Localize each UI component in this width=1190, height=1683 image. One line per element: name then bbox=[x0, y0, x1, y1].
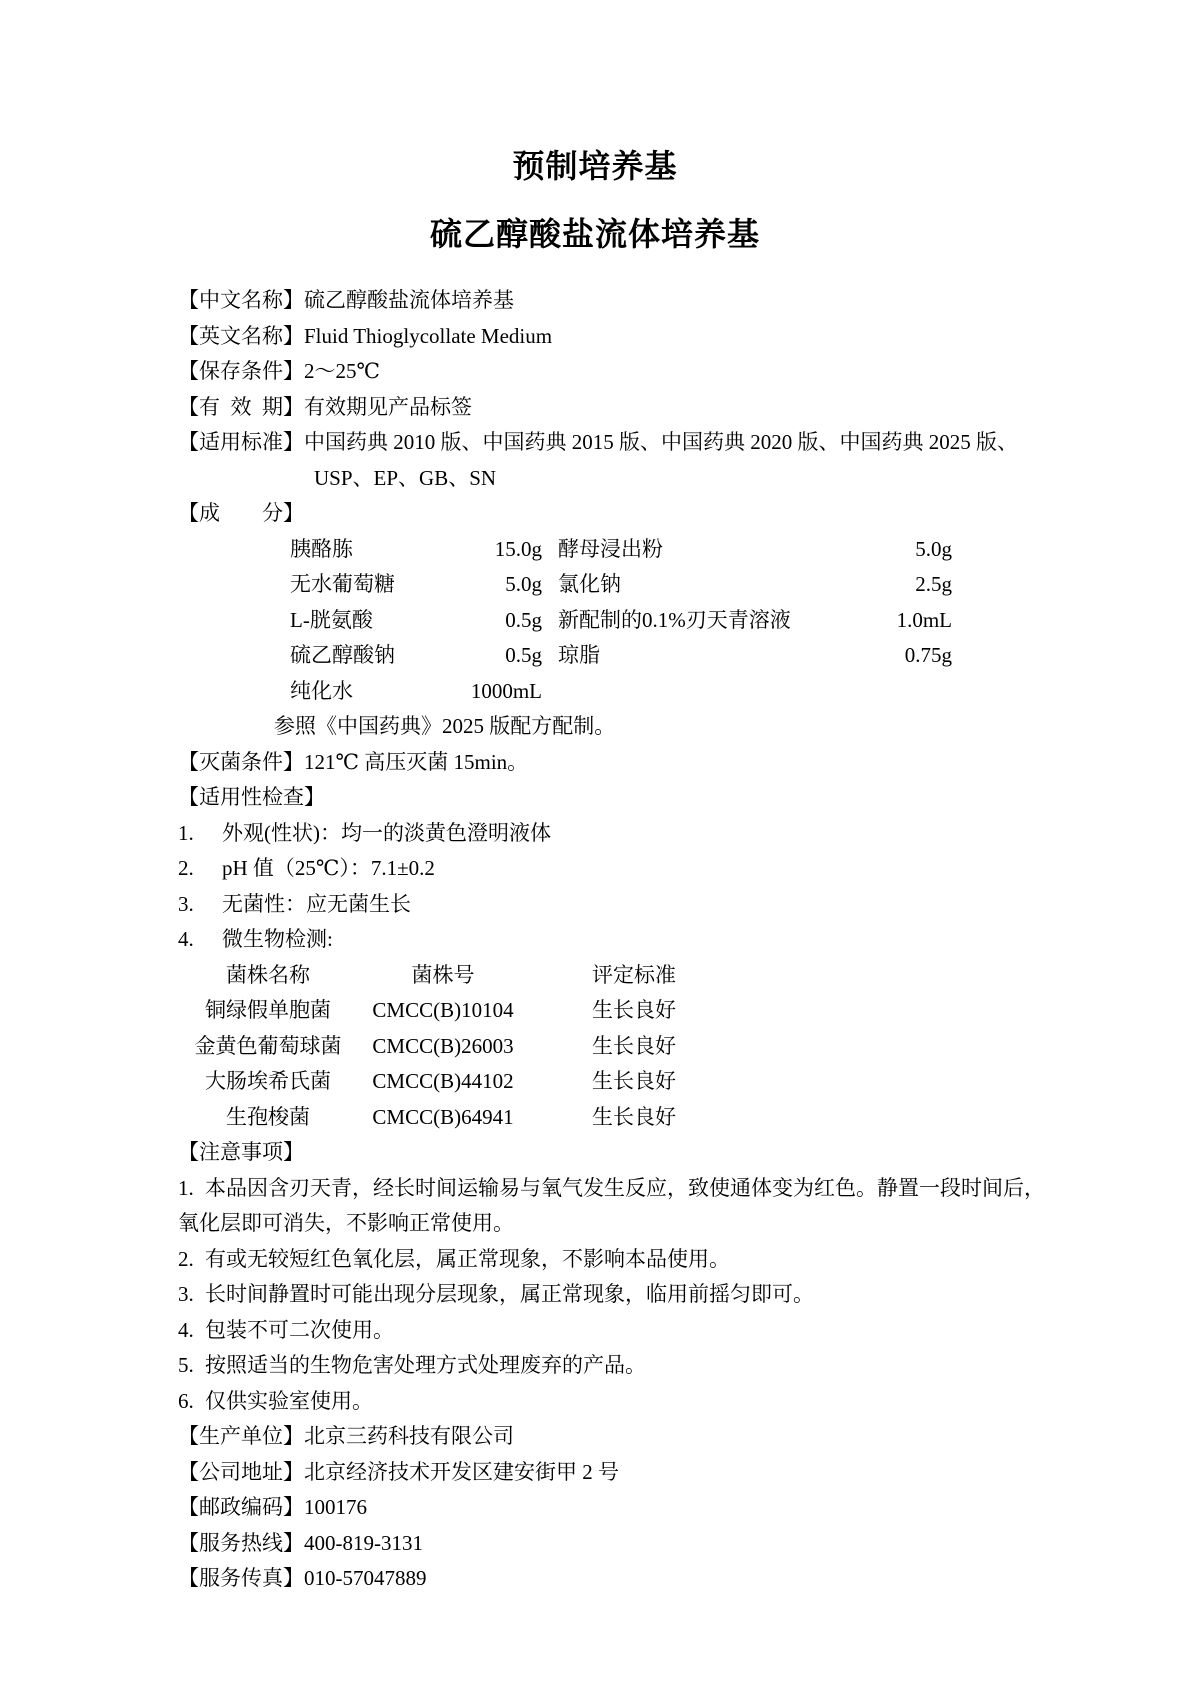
strain-result: 生长良好 bbox=[592, 1104, 676, 1129]
notice-item bbox=[178, 1171, 1045, 1207]
notice-item bbox=[178, 1384, 1030, 1420]
item-text: 按照适当的生物危害处理方式处理废弃的产品。 bbox=[205, 1353, 646, 1377]
field-en-name-label: 【英文名称】 bbox=[178, 323, 304, 348]
field-postcode-label: 【邮政编码】 bbox=[178, 1495, 304, 1519]
item-text: 有或无较短红色氧化层，属正常现象，不影响本品使用。 bbox=[205, 1246, 730, 1271]
item-number: 3. bbox=[178, 1282, 194, 1306]
strain-code: CMCC(B)26003 bbox=[372, 1033, 514, 1058]
field-en-name-value: Fluid Thioglycollate Medium bbox=[304, 323, 553, 348]
ingredient-amount: 1.0mL bbox=[896, 607, 952, 632]
field-storage-value: 2～25℃ bbox=[304, 359, 380, 383]
composition-reference bbox=[178, 709, 1030, 745]
item-text: 仅供实验室使用。 bbox=[205, 1388, 373, 1413]
item-number: 4. bbox=[178, 927, 194, 951]
suitability-item bbox=[178, 922, 1030, 958]
field-expiry-label: 【有 效 期】 bbox=[178, 394, 304, 419]
field-sterilization bbox=[178, 745, 1030, 781]
field-address bbox=[178, 1455, 1030, 1491]
item-text: 无菌性：应无菌生长 bbox=[222, 891, 411, 916]
item-number: 5. bbox=[178, 1353, 194, 1377]
strain-table-row bbox=[178, 1100, 1030, 1136]
strain-code: CMCC(B)10104 bbox=[372, 998, 514, 1022]
item-text: pH 值（25℃）：7.1±0.2 bbox=[222, 856, 435, 880]
strain-table-header bbox=[178, 958, 1030, 994]
suitability-item bbox=[178, 887, 1030, 923]
field-sterilization-value: 121℃ 高压灭菌 15min。 bbox=[304, 749, 529, 774]
field-cn-name-label: 【中文名称】 bbox=[178, 288, 304, 312]
ingredient-amount: 5.0g bbox=[915, 536, 952, 561]
field-fax-label: 【服务传真】 bbox=[178, 1566, 304, 1590]
strain-table-row bbox=[178, 1029, 1030, 1065]
field-hotline bbox=[178, 1526, 1030, 1562]
composition-row bbox=[178, 603, 1030, 639]
strain-code: CMCC(B)64941 bbox=[372, 1104, 514, 1129]
field-producer-value: 北京三药科技有限公司 bbox=[304, 1424, 514, 1448]
item-number: 2. bbox=[178, 1246, 194, 1271]
field-expiry bbox=[178, 390, 1030, 426]
ingredient-name: 无水葡萄糖 bbox=[290, 572, 395, 596]
ingredient-amount: 0.75g bbox=[904, 643, 952, 667]
notice-item bbox=[178, 1277, 1030, 1313]
strain-code: CMCC(B)44102 bbox=[372, 1069, 514, 1093]
ingredient-amount: 2.5g bbox=[915, 572, 952, 596]
notice-item bbox=[178, 1348, 1030, 1384]
strain-name: 生孢梭菌 bbox=[226, 1104, 310, 1129]
ingredient-name: L-胱氨酸 bbox=[290, 607, 373, 632]
field-storage bbox=[178, 354, 1030, 390]
item-text: 外观(性状)：均一的淡黄色澄明液体 bbox=[222, 820, 551, 845]
notices-label-line bbox=[178, 1135, 1030, 1171]
title-block bbox=[0, 0, 1190, 254]
item-number: 3. bbox=[178, 891, 194, 916]
notices-label: 【注意事项】 bbox=[178, 1140, 304, 1164]
suitability-label: 【适用性检查】 bbox=[178, 785, 325, 809]
ingredient-name: 琼脂 bbox=[558, 643, 600, 667]
field-hotline-label: 【服务热线】 bbox=[178, 1530, 304, 1555]
item-text: 长时间静置时可能出现分层现象，属正常现象，临用前摇匀即可。 bbox=[205, 1282, 814, 1306]
ingredient-amount: 1000mL bbox=[470, 678, 542, 703]
composition-row bbox=[178, 674, 1030, 710]
strain-name: 金黄色葡萄球菌 bbox=[194, 1033, 342, 1058]
notice-item bbox=[178, 1242, 1030, 1278]
field-cn-name-value: 硫乙醇酸盐流体培养基 bbox=[304, 288, 514, 312]
item-text: 微生物检测: bbox=[222, 927, 333, 951]
ingredient-name bbox=[558, 674, 858, 710]
suitability-label-line bbox=[178, 780, 1030, 816]
field-cn-name bbox=[178, 283, 1030, 319]
field-standards bbox=[178, 425, 1030, 461]
ingredient-amount: 15.0g bbox=[494, 536, 542, 561]
field-storage-label: 【保存条件】 bbox=[178, 359, 304, 383]
item-number: 4. bbox=[178, 1317, 194, 1342]
strain-name: 大肠埃希氏菌 bbox=[205, 1069, 331, 1093]
strain-header-code: 菌株号 bbox=[411, 962, 475, 987]
field-address-label: 【公司地址】 bbox=[178, 1459, 304, 1484]
item-number: 6. bbox=[178, 1388, 194, 1413]
ingredient-amount: 0.5g bbox=[505, 607, 542, 632]
composition-reference-text: 参照《中国药典》2025 版配方配制。 bbox=[274, 714, 616, 738]
field-sterilization-label: 【灭菌条件】 bbox=[178, 749, 304, 774]
field-postcode bbox=[178, 1490, 1030, 1526]
strain-header-result: 评定标准 bbox=[592, 962, 676, 987]
ingredient-amount bbox=[858, 674, 952, 710]
field-producer-label: 【生产单位】 bbox=[178, 1424, 304, 1448]
ingredient-name: 新配制的0.1%刃天青溶液 bbox=[558, 607, 791, 632]
composition-label-line bbox=[178, 496, 1030, 532]
field-hotline-value: 400-819-3131 bbox=[304, 1530, 423, 1555]
field-producer bbox=[178, 1419, 1030, 1455]
ingredient-name: 胰酪胨 bbox=[290, 536, 353, 561]
composition-row bbox=[178, 638, 1030, 674]
field-fax-value: 010-57047889 bbox=[304, 1566, 427, 1590]
field-standards-value-line1: 中国药典 2010 版、中国药典 2015 版、中国药典 2020 版、中国药典 2025 版、 bbox=[304, 430, 1018, 454]
strain-result: 生长良好 bbox=[592, 1033, 676, 1058]
ingredient-name: 纯化水 bbox=[290, 678, 353, 703]
strain-header-name: 菌株名称 bbox=[226, 962, 310, 987]
suitability-item bbox=[178, 816, 1030, 852]
strain-table-row bbox=[178, 993, 1030, 1029]
page-subtitle: 硫乙醇酸盐流体培养基 bbox=[429, 216, 760, 252]
item-number: 2. bbox=[178, 856, 194, 880]
item-number: 1. bbox=[178, 820, 194, 845]
strain-result: 生长良好 bbox=[592, 998, 676, 1022]
item-text: 包装不可二次使用。 bbox=[205, 1317, 394, 1342]
composition-label: 【成 分】 bbox=[178, 501, 304, 525]
field-expiry-value: 有效期见产品标签 bbox=[304, 394, 472, 419]
item-number: 1. bbox=[178, 1175, 194, 1200]
ingredient-amount: 5.0g bbox=[505, 572, 542, 596]
field-standards-line2 bbox=[178, 461, 1030, 497]
field-postcode-value: 100176 bbox=[304, 1495, 367, 1519]
ingredient-name: 氯化钠 bbox=[558, 572, 621, 596]
composition-row bbox=[178, 567, 1030, 603]
strain-table-row bbox=[178, 1064, 1030, 1100]
ingredient-name: 酵母浸出粉 bbox=[558, 536, 663, 561]
field-standards-value-line2: USP、EP、GB、SN bbox=[314, 465, 497, 490]
notice-item-continuation bbox=[178, 1206, 1030, 1242]
ingredient-amount: 0.5g bbox=[505, 643, 542, 667]
field-standards-label: 【适用标准】 bbox=[178, 430, 304, 454]
field-fax bbox=[178, 1561, 1030, 1597]
suitability-item bbox=[178, 851, 1030, 887]
page-title: 预制培养基 bbox=[512, 148, 678, 184]
ingredient-name: 硫乙醇酸钠 bbox=[290, 643, 395, 667]
field-en-name bbox=[178, 319, 1030, 355]
document-body bbox=[0, 283, 1190, 1597]
notice-item bbox=[178, 1313, 1030, 1349]
item-text: 氧化层即可消失，不影响正常使用。 bbox=[178, 1211, 514, 1235]
item-text: 本品因含刃天青，经长时间运输易与氧气发生反应，致使通体变为红色。静置一段时间后， bbox=[205, 1175, 1045, 1200]
field-address-value: 北京经济技术开发区建安街甲 2 号 bbox=[304, 1459, 619, 1484]
strain-name: 铜绿假单胞菌 bbox=[205, 998, 331, 1022]
composition-row bbox=[178, 532, 1030, 568]
strain-result: 生长良好 bbox=[592, 1069, 676, 1093]
